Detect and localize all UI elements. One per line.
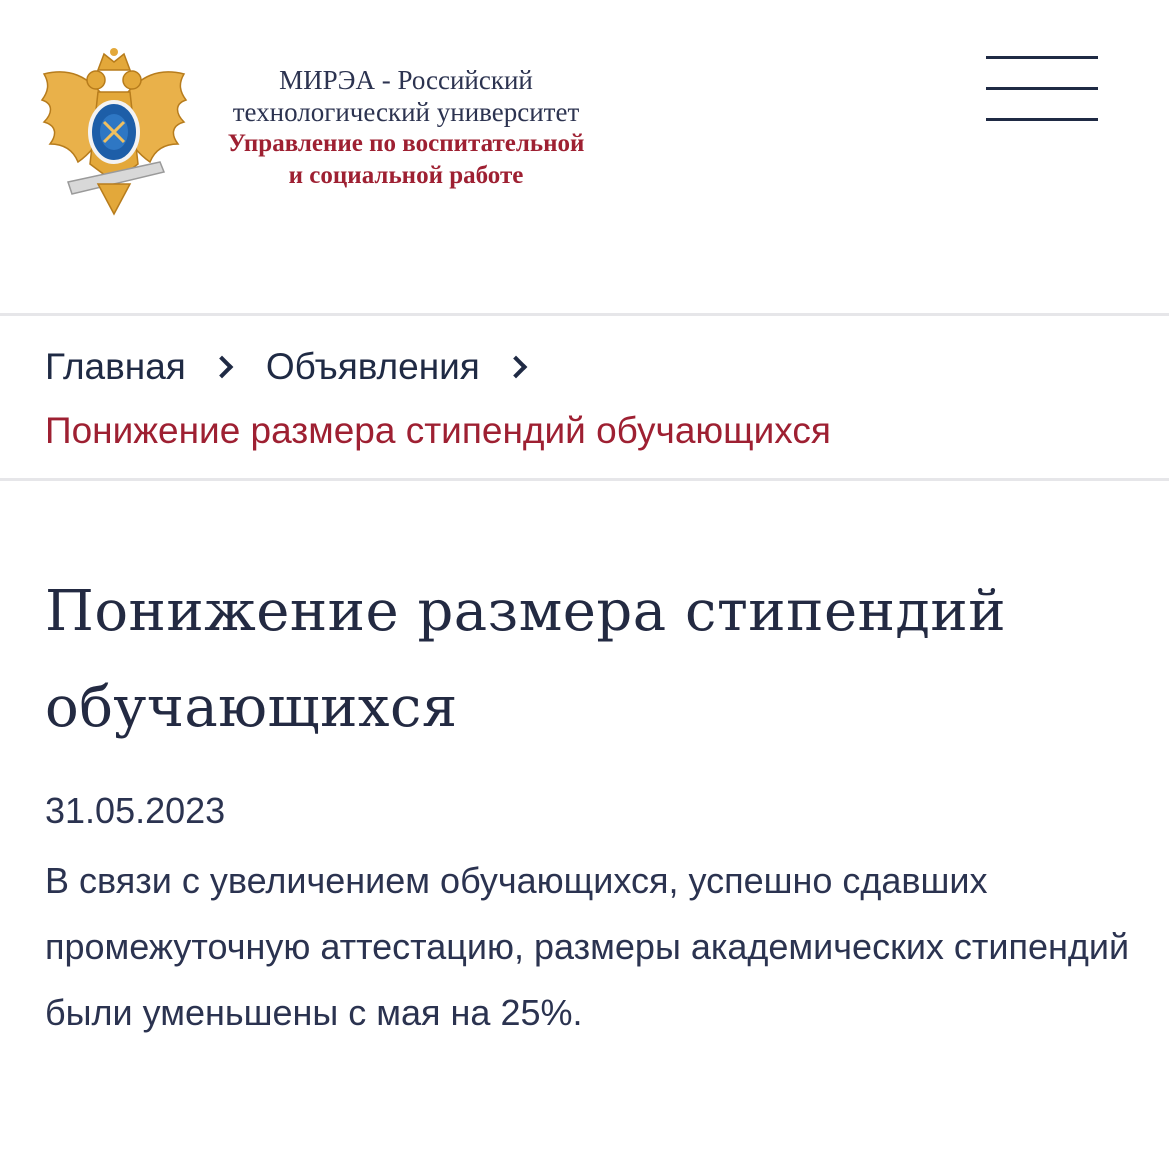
org-name-line: МИРЭА - Российский — [279, 65, 533, 95]
chevron-right-icon — [505, 356, 528, 379]
article-body: В связи с увеличением обучающихся, успешно сдавших промежуточную аттестацию, размеры академических стипендий были уменьшены с мая на 25%. — [45, 860, 1130, 1033]
menu-bar — [986, 56, 1098, 59]
breadcrumb-home-link[interactable]: Главная — [45, 346, 186, 387]
breadcrumb — [45, 338, 1145, 460]
organization-name — [196, 64, 616, 192]
breadcrumb-links — [45, 338, 1145, 396]
menu-bar — [986, 118, 1098, 121]
department-name-line: Управление по воспитательной — [227, 130, 585, 157]
double-headed-eagle-emblem-icon — [38, 44, 190, 220]
page-title: Понижение размера стипендий обучающихся — [45, 579, 1007, 740]
publication-date: 31.05.2023 — [45, 790, 226, 831]
divider — [0, 478, 1169, 481]
site-header — [0, 0, 1169, 314]
chevron-right-icon — [211, 356, 234, 379]
department-name-line: и социальной работе — [288, 162, 524, 189]
org-name-line: технологический университет — [232, 97, 580, 127]
menu-bar — [986, 87, 1098, 90]
breadcrumb-section-link[interactable]: Объявления — [265, 346, 480, 387]
divider — [0, 313, 1169, 316]
hamburger-menu-icon[interactable] — [986, 54, 1098, 124]
breadcrumb-current-page: Понижение размера стипендий обучающихся — [45, 410, 831, 451]
university-emblem-logo[interactable] — [38, 44, 190, 220]
